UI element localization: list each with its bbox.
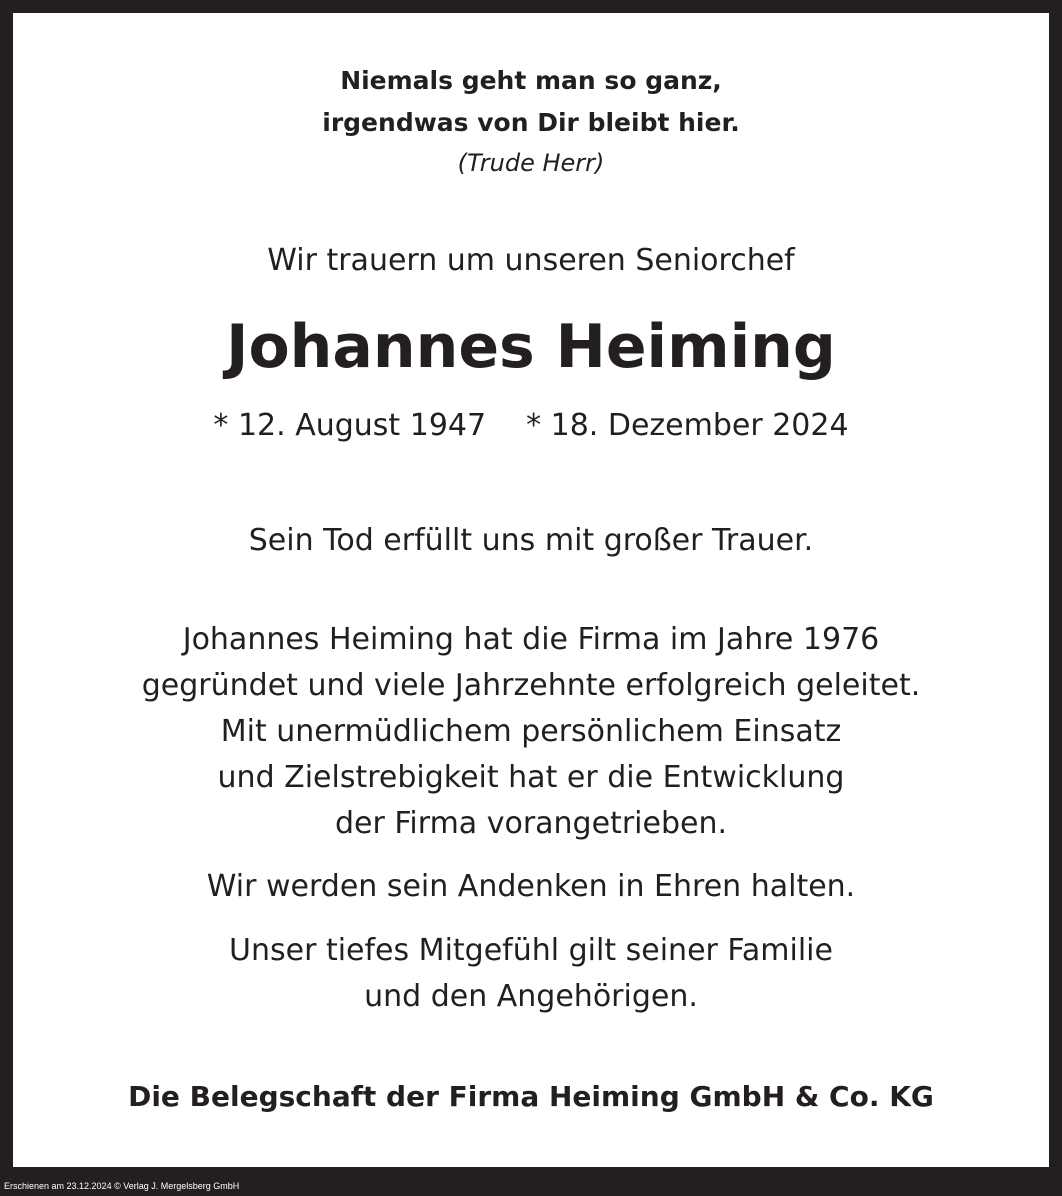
publication-footer: Erschienen am 23.12.2024 © Verlag J. Mergelsberg GmbH bbox=[4, 1181, 240, 1191]
tribute-line-3: Mit unermüdlichem persönlichem Einsatz bbox=[220, 714, 842, 749]
obituary-notice bbox=[13, 13, 1049, 1167]
tribute-line-4: und Zielstrebigkeit hat er die Entwicklung bbox=[217, 760, 845, 795]
grief-line: Sein Tod erfüllt uns mit großer Trauer. bbox=[248, 523, 814, 558]
tribute-line-2: gegründet und viele Jahrzehnte erfolgreich geleitet. bbox=[141, 668, 921, 703]
birth-date: * 12. August 1947 bbox=[213, 408, 487, 443]
sympathy-line-2: und den Angehörigen. bbox=[364, 979, 698, 1014]
signature: Die Belegschaft der Firma Heiming GmbH & Co. KG bbox=[128, 1080, 934, 1113]
sympathy-line-1: Unser tiefes Mitgefühl gilt seiner Familie bbox=[229, 933, 833, 968]
tribute-line-1: Johannes Heiming hat die Firma im Jahre 1976 bbox=[182, 622, 880, 657]
death-date: * 18. Dezember 2024 bbox=[526, 408, 849, 443]
deceased-name: Johannes Heiming bbox=[226, 312, 836, 382]
quote-author: (Trude Herr) bbox=[457, 149, 605, 177]
honor-line: Wir werden sein Andenken in Ehren halten. bbox=[206, 869, 856, 904]
tribute-line-5: der Firma vorangetrieben. bbox=[334, 806, 727, 841]
life-dates bbox=[13, 406, 1049, 446]
quote-line-2: irgendwas von Dir bleibt hier. bbox=[322, 108, 740, 137]
intro-line: Wir trauern um unseren Seniorchef bbox=[267, 243, 795, 278]
quote-line-1: Niemals geht man so ganz, bbox=[340, 66, 722, 95]
